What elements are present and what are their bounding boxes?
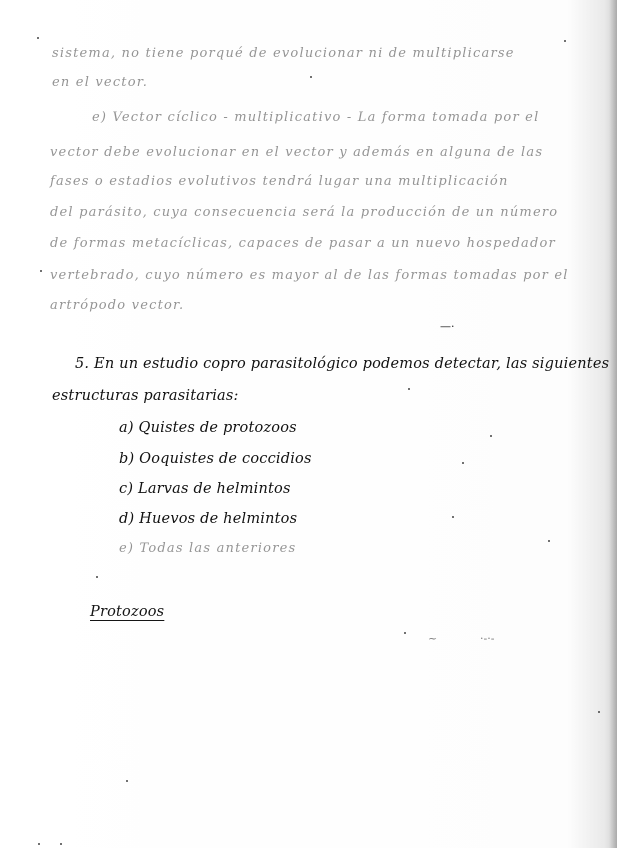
stray-mark: ~ — [428, 632, 438, 645]
text-line-6: del parásito, cuya consecuencia será la producción de un número — [50, 205, 559, 220]
text-line-5: fases o estadios evolutivos tendrá lugar una multiplicación — [50, 174, 509, 189]
option-a: a) Quistes de protozoos — [119, 420, 297, 436]
option-e: e) Todas las anteriores — [119, 541, 297, 556]
option-b: b) Ooquistes de coccidios — [119, 451, 312, 467]
stray-dot — [37, 37, 39, 39]
text-line-2: en el vector. — [52, 75, 149, 90]
stray-dot — [60, 843, 62, 845]
stray-dot — [490, 435, 492, 437]
text-line-9: artrópodo vector. — [50, 298, 185, 313]
option-c: c) Larvas de helmintos — [119, 481, 291, 497]
page-edge-shadow — [609, 0, 617, 848]
text-line-1: sistema, no tiene porqué de evolucionar ni de multiplicarse — [52, 46, 515, 61]
text-line-3: e) Vector cíclico - multiplicativo - La forma tomada por el — [92, 110, 540, 125]
stray-dot — [408, 388, 410, 390]
stray-dot — [452, 516, 454, 518]
question-line-1: 5. En un estudio copro parasitológico podemos detectar, las siguientes — [75, 356, 610, 372]
section-heading: Protozoos — [90, 604, 165, 620]
text-line-7: de formas metacíclicas, capaces de pasar a un nuevo hospedador — [50, 236, 556, 251]
text-line-8: vertebrado, cuyo número es mayor al de las formas tomadas por el — [50, 268, 569, 283]
question-line-2: estructuras parasitarias: — [52, 388, 239, 404]
option-d: d) Huevos de helmintos — [119, 511, 298, 527]
stray-mark: —· — [440, 320, 455, 333]
stray-dot — [598, 711, 600, 713]
text-line-4: vector debe evolucionar en el vector y además en alguna de las — [50, 145, 544, 160]
stray-dot — [404, 632, 406, 634]
stray-dot — [38, 843, 40, 845]
stray-dot — [96, 576, 98, 578]
stray-dot — [548, 540, 550, 542]
stray-dot — [462, 462, 464, 464]
stray-dot — [126, 780, 128, 782]
stray-mark: ·-·- — [480, 632, 495, 645]
stray-dot — [310, 76, 312, 78]
stray-dot — [40, 270, 42, 272]
stray-dot — [564, 40, 566, 42]
